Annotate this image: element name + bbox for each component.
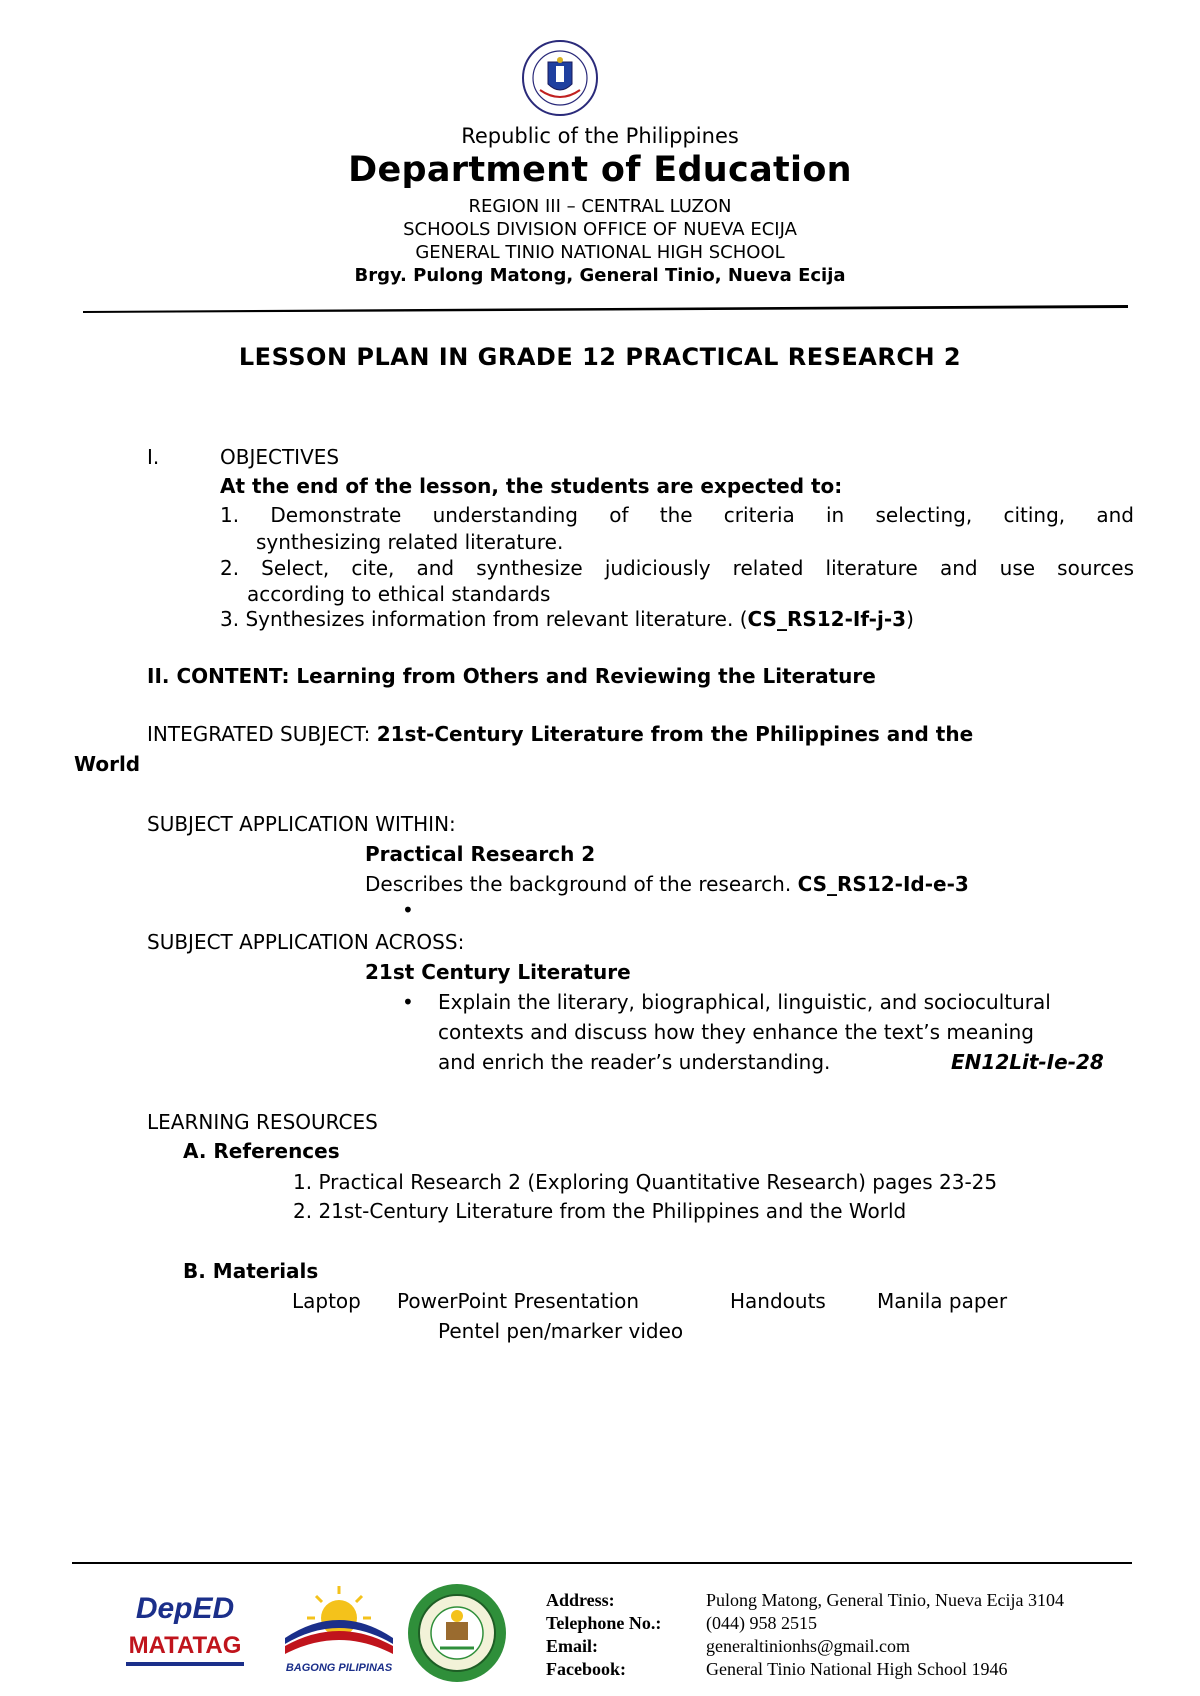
reference-1: 1. Practical Research 2 (Exploring Quantitative Research) pages 23-25	[293, 1170, 998, 1194]
across-line1: Explain the literary, biographical, linguistic, and sociocultural	[438, 990, 1051, 1014]
phone-label-text: Telephone No.:	[546, 1613, 662, 1633]
objective-3-code: CS_RS12-If-j-3	[747, 607, 907, 631]
references-label: A. References	[183, 1139, 340, 1163]
content-label: II. CONTENT:	[147, 664, 290, 688]
republic-line: Republic of the Philippines	[461, 124, 739, 148]
header-divider	[83, 298, 1128, 306]
bagong-pilipinas-logo	[280, 1580, 398, 1680]
within-desc-line	[365, 872, 969, 896]
facebook-value[interactable]: General Tinio National High School 1946	[706, 1659, 1008, 1679]
department-title: Department of Education	[348, 150, 852, 190]
objectives-intro: At the end of the lesson, the students are expected to:	[220, 474, 843, 498]
bagong-pilipinas-emblem	[280, 1580, 398, 1660]
objectives-numeral: I.	[147, 445, 160, 469]
school-address: Brgy. Pulong Matong, General Tinio, Nueva Ecija	[354, 265, 846, 286]
across-line2: contexts and discuss how they enhance the text’s meaning	[438, 1020, 1035, 1044]
matatag-underline	[126, 1662, 244, 1666]
footer-divider	[72, 1562, 1132, 1564]
deped-seal	[510, 40, 610, 116]
integrated-label: INTEGRATED SUBJECT:	[147, 722, 377, 746]
address-value: Pulong Matong, General Tinio, Nueva Ecija 3104	[706, 1590, 1064, 1610]
materials-label: B. Materials	[183, 1259, 319, 1283]
reference-2: 2. 21st-Century Literature from the Philippines and the World	[293, 1199, 907, 1223]
deped-matatag-logo	[120, 1592, 250, 1674]
material-item: Pentel pen/marker video	[438, 1319, 684, 1343]
phone-value: (044) 958 2515	[706, 1613, 817, 1633]
lesson-title: LESSON PLAN IN GRADE 12 PRACTICAL RESEARCH 2	[238, 343, 962, 371]
region-line: REGION III – CENTRAL LUZON	[468, 196, 732, 217]
integrated-subject: 21st-Century Literature from the Philippines and the	[376, 722, 974, 746]
objective-3-close: )	[906, 607, 914, 631]
email-value[interactable]: generaltinionhs@gmail.com	[706, 1636, 911, 1656]
within-bullet: •	[402, 898, 414, 922]
facebook-label: Facebook:	[546, 1659, 626, 1679]
objective-3-text: 3. Synthesizes information from relevant literature. (	[220, 607, 748, 631]
objective-3	[220, 607, 914, 631]
school-line: GENERAL TINIO NATIONAL HIGH SCHOOL	[415, 242, 785, 263]
objective-2-line1: 2. Select, cite, and synthesize judiciously related literature and use sources	[220, 556, 1134, 580]
objective-1-line1: 1. Demonstrate understanding of the criteria in selecting, citing, and	[220, 503, 1134, 527]
across-bullet: •	[402, 990, 414, 1014]
phone-label	[546, 1613, 661, 1634]
division-line: SCHOOLS DIVISION OFFICE OF NUEVA ECIJA	[403, 219, 797, 240]
within-code: CS_RS12-Id-e-3	[797, 872, 969, 896]
within-heading: SUBJECT APPLICATION WITHIN:	[147, 812, 456, 836]
content-line	[147, 664, 876, 688]
integrated-subject-cont: World	[74, 752, 141, 776]
address-label: Address:	[546, 1590, 615, 1610]
within-desc: Describes the background of the research.	[365, 872, 798, 896]
material-item: PowerPoint Presentation	[397, 1289, 640, 1313]
resources-heading: LEARNING RESOURCES	[147, 1110, 378, 1134]
material-item: Handouts	[730, 1289, 826, 1313]
deped-wordmark: DepED	[135, 1592, 235, 1625]
across-line3: and enrich the reader’s understanding.	[438, 1050, 831, 1074]
matatag-wordmark: MATATAG	[128, 1632, 242, 1659]
across-subject: 21st Century Literature	[365, 960, 631, 984]
objective-1-line2: synthesizing related literature.	[256, 530, 564, 554]
objectives-heading: OBJECTIVES	[220, 445, 340, 469]
material-item: Laptop	[292, 1289, 361, 1313]
objective-2-line2: according to ethical standards	[247, 582, 551, 606]
email-label: Email:	[546, 1636, 598, 1656]
across-code: EN12Lit-Ie-28	[951, 1050, 1104, 1074]
school-seal	[406, 1582, 508, 1684]
within-subject: Practical Research 2	[365, 842, 596, 866]
content-text: Learning from Others and Reviewing the Literature	[289, 664, 876, 688]
bagong-pilipinas-text: BAGONG PILIPINAS	[285, 1662, 393, 1674]
integrated-line	[147, 722, 973, 746]
material-item: Manila paper	[877, 1289, 1008, 1313]
across-heading: SUBJECT APPLICATION ACROSS:	[147, 930, 465, 954]
